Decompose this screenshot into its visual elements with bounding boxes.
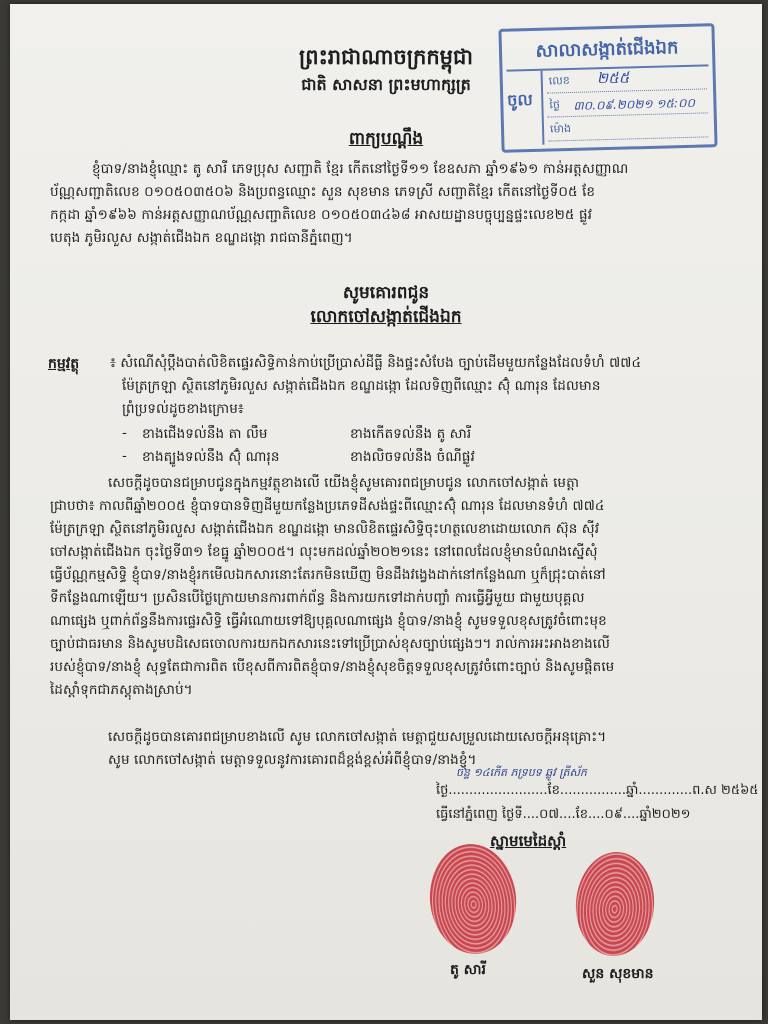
stamp-time-row — [548, 114, 709, 141]
boundary-north: ខាងជើងទល់នឹង តា លឹម — [142, 426, 268, 442]
stamp-number-value: ២៥៥ — [596, 68, 630, 88]
solar-date: ធ្វើនៅភ្នំពេញ ថ្ងៃទី....០៧....ខែ....០៩....ឆ្នាំ២០២១ — [436, 807, 691, 822]
intro-line: ខ្ញុំបាទ/នាងខ្ញុំឈ្មោះ តូ សារី ភេទប្រុស សញ្ជាតិ ខ្មែរ កើតនៅថ្ងៃទី១១ ខែឧសភា ឆ្នាំ១៩៦១ កាន់អត្តសញ្ញាណ — [92, 161, 629, 177]
closing-line: សូម លោកចៅសង្កាត់ មេត្តាទទួលនូវការគោរពដ៏ខ្ពង់ខ្ពស់អំពីខ្ញុំបាទ/នាងខ្ញុំ។ — [108, 752, 477, 768]
stamp-time-label: ម៉ោង — [549, 121, 572, 136]
body-line: ជ្រាបថា៖ កាលពីឆ្នាំ២០០៥ ខ្ញុំបាទបានទិញដីមួយកន្លែងប្រភេទដីសង់ផ្ទះពីឈ្មោះស៊ុំ ណារុន ដែលមានទំហំ ៧៧៤ — [50, 498, 605, 514]
recipient-name: លោកចៅសង្កាត់ជើងឯក — [310, 307, 462, 327]
stamp-number-label: លេខ — [548, 74, 570, 88]
stamp-number-row — [547, 66, 708, 93]
boundary-dash: - — [122, 448, 127, 464]
closing-line: សេចក្ដីដូចបានគោរពជម្រាបខាងលើ សូម លោកចៅសង្កាត់ មេត្តាជួយសម្រួលដោយសេចក្ដីអនុគ្រោះ។ — [108, 729, 607, 745]
boundary-south: ខាងត្បូងទល់នឹង ស៊ុំ ណារុន — [142, 449, 280, 465]
stamp-date-label: ថ្ងៃ — [549, 98, 561, 112]
body-line: ធ្វើប័ណ្ណកម្មសិទ្ធិ ខ្ញុំបាទ/នាងខ្ញុំរកមើលឯកសារនោះតែរកមិនឃើញ មិនដឹងវង្វេងដាក់នៅកន្លែងណា ឬក៏ជ្រុះបាត់នៅ — [50, 567, 606, 583]
boundary-dash: - — [122, 425, 127, 441]
body-line: ទីកន្លែងណាឡើយ។ ប្រសិនបើថ្ងៃក្រោយមានការពាក់ព័ន្ធ និងការយកទៅដាក់បញ្ចាំ ការធ្វើអ្វីមួយ ជាមួយបុគ្គល — [50, 590, 585, 606]
intro-line: ប័ណ្ណសញ្ជាតិលេខ ០១០៥០៣៥០៦ និងប្រពន្ធឈ្មោះ សួន សុខមាន ភេទស្រី សញ្ជាតិខ្មែរ កើតនៅថ្ងៃទី០៥ ខែ — [50, 184, 596, 200]
stamp-date-value: ៣០.០៩.២០២១ ១៥:០០ — [573, 95, 696, 113]
body-line: ដៃស្ដាំទុកជាភស្ដុតាងស្រាប់។ — [50, 682, 193, 698]
intro-line: បេតុង ភូមិរលួស សង្កាត់ជើងឯក ខណ្ឌដង្កោ រាជធានីភ្នំពេញ។ — [50, 230, 353, 246]
subject-line: ម៉ែត្រក្រឡា ស្ថិតនៅភូមិរលួស សង្កាត់ជើងឯក ខណ្ឌដង្កោ ដែលទិញពីឈ្មោះ ស៊ុំ ណារុន ដែលមាន — [122, 378, 601, 394]
lunar-date-handwritten: ច័ន្ទ ១៤កើត ភទ្របទ ឆ្លូវ ត្រីស័ក — [456, 766, 587, 779]
received-stamp — [498, 23, 717, 153]
body-line: ច្បាប់ជាធរមាន និងសូមបដិសេធចោលការយកឯកសារនេះទៅប្រើប្រាស់ខុសច្បាប់ផ្សេងៗ។ រាល់ការអះអាងខាងលើ — [50, 636, 610, 652]
thumbprint-right-image — [572, 849, 657, 958]
body-line: របស់ខ្ញុំបាទ/នាងខ្ញុំ សុទ្ធតែជាការពិត បើខុសពីការពិតខ្ញុំបាទ/នាងខ្ញុំសុខចិត្តទទួលខុសត្រូវចំពោះច្បាប់ និងសូមផ្តិតមេ — [50, 659, 615, 675]
stamp-side-label: ចូល — [507, 89, 533, 110]
motto: ជាតិ សាសនា ព្រះមហាក្សត្រ — [301, 75, 471, 94]
lunar-date: ថ្ងៃ........................ខែ................ឆ្នាំ.............ព.ស ២៥៦៥ — [436, 783, 759, 798]
document-page — [10, 4, 762, 1020]
boundary-east: ខាងកើតទល់នឹង តូ សារី — [350, 426, 472, 442]
thumbprint-heading: ស្នាមមេដៃស្ដាំ — [490, 832, 567, 850]
thumbprint-left-image — [424, 840, 521, 958]
stamp-date-row — [547, 90, 708, 117]
subject-line: ៖ សំណើសុំប្ដឹងបាត់លិខិតផ្ទេរសិទ្ធិកាន់កាប់ប្រើប្រាស់ដីធ្លី និងផ្ទះសំបែង ច្បាប់ដើមមួយកន្លែងដែលទំហំ ៧៧៤ — [110, 355, 642, 371]
kingdom-heading: ព្រះរាជាណាចក្រកម្ពុជា — [298, 45, 473, 69]
stamp-office: សាលាសង្កាត់ជើងឯក — [506, 30, 709, 71]
subject-label: កម្មវត្ថុ — [48, 356, 80, 372]
signer-name-1: តូ សារី — [450, 962, 486, 978]
body-line: ណាផ្សេង ឬពាក់ព័ន្ធនឹងការផ្ទេរសិទ្ធិ ធ្វើអំណោយទៅឱ្យបុគ្គលណាផ្សេង ខ្ញុំបាទ/នាងខ្ញុំ សូមទទួលខុសត្រូវចំពោះមុខ — [50, 613, 607, 629]
body-line: ម៉ែត្រក្រឡា ស្ថិតនៅភូមិរលួស សង្កាត់ជើងឯក ខណ្ឌដង្កោ មានលិខិតផ្ទេរសិទ្ធិចុះហត្ថលេខាដោយលោក ស៊ុន ស៊ីវ — [50, 521, 600, 537]
subject-line: ព្រំប្រទល់ដូចខាងក្រោម៖ — [122, 401, 244, 417]
stamp-divider — [541, 71, 545, 145]
boundary-west: ខាងលិចទល់នឹង ចំណីផ្លូវ — [350, 449, 475, 465]
document-title: ពាក្យបណ្ដឹង — [348, 129, 424, 149]
body-line: សេចក្ដីដូចបានជម្រាបជូនក្នុងកម្មវត្ថុខាងលើ យើងខ្ញុំសូមគោរពជម្រាបជូន លោកចៅសង្កាត់ មេត្តា — [108, 475, 580, 491]
recipient-greeting: សូមគោរពជូន — [342, 283, 430, 303]
body-line: ចៅសង្កាត់ជើងឯក ចុះថ្ងៃទី៣១ ខែធ្នូ ឆ្នាំ២០០៥។ លុះមកដល់ឆ្នាំ២០២១នេះ នៅពេលដែលខ្ញុំមានបំណងស្នើសុំ — [50, 544, 598, 560]
intro-line: កក្កដា ឆ្នាំ១៩៦៦ កាន់អត្តសញ្ញាណប័ណ្ណសញ្ជាតិលេខ ០១០៥០៣៤៦៨ អាសយដ្ឋានបច្ចុប្បន្នផ្ទះលេខ២៥ ផ្លូវ — [50, 207, 593, 223]
signer-name-2: សួន សុខមាន — [582, 966, 654, 982]
